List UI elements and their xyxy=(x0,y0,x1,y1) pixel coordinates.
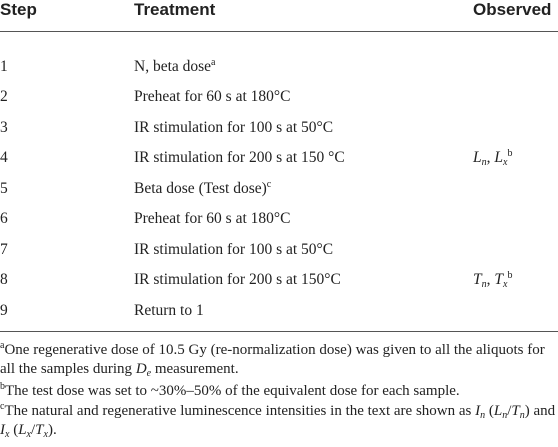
header-rule xyxy=(0,31,558,32)
treatment-text: IR stimulation for 200 s at 150°C xyxy=(134,271,341,288)
footnote-c: $^c$The natural and regenerative luminescence intensities in the text are shown as $I_n$ $(L_n/T_n)$ and $I_x$ $(L_x/T_x)$. xyxy=(0,401,556,440)
step-number: 1 xyxy=(0,58,8,75)
step-number: 6 xyxy=(0,210,8,227)
footnote-a: $^a$One regenerative dose of 10.5 Gy (re-normalization dose) was given to all the aliquots for all the samples during $D_e$ measurement. xyxy=(0,340,545,379)
treatment-text: Return to 1 xyxy=(134,302,204,319)
treatment-text: IR stimulation for 200 s at 150 °C xyxy=(134,149,345,166)
step-number: 7 xyxy=(0,241,8,258)
step-number: 5 xyxy=(0,180,8,197)
header-step: Step xyxy=(0,0,37,19)
treatment-text: IR stimulation for 100 s at 50°C xyxy=(134,241,334,258)
treatment-text: N, beta dose$^a$ xyxy=(134,57,216,75)
footnote-b: $^b$The test dose was set to ~30%–50% of the equivalent dose for each sample. xyxy=(0,381,460,399)
step-number: 9 xyxy=(0,302,8,319)
header-observed: Observed xyxy=(473,0,552,19)
step-number: 4 xyxy=(0,149,8,166)
treatment-text: Beta dose (Test dose)$^c$ xyxy=(134,179,272,197)
header-treatment: Treatment xyxy=(134,0,216,19)
treatment-text: Preheat for 60 s at 180°C xyxy=(134,88,291,105)
treatment-text: Preheat for 60 s at 180°C xyxy=(134,210,291,227)
step-number: 2 xyxy=(0,88,8,105)
observed-value: $T_n$, $T_x^b$ xyxy=(473,270,513,290)
step-number: 8 xyxy=(0,271,8,288)
table-bottom-rule xyxy=(0,331,558,332)
observed-value: $L_n$, $L_x^b$ xyxy=(473,148,513,168)
treatment-text: IR stimulation for 100 s at 50°C xyxy=(134,119,334,136)
step-number: 3 xyxy=(0,119,8,136)
